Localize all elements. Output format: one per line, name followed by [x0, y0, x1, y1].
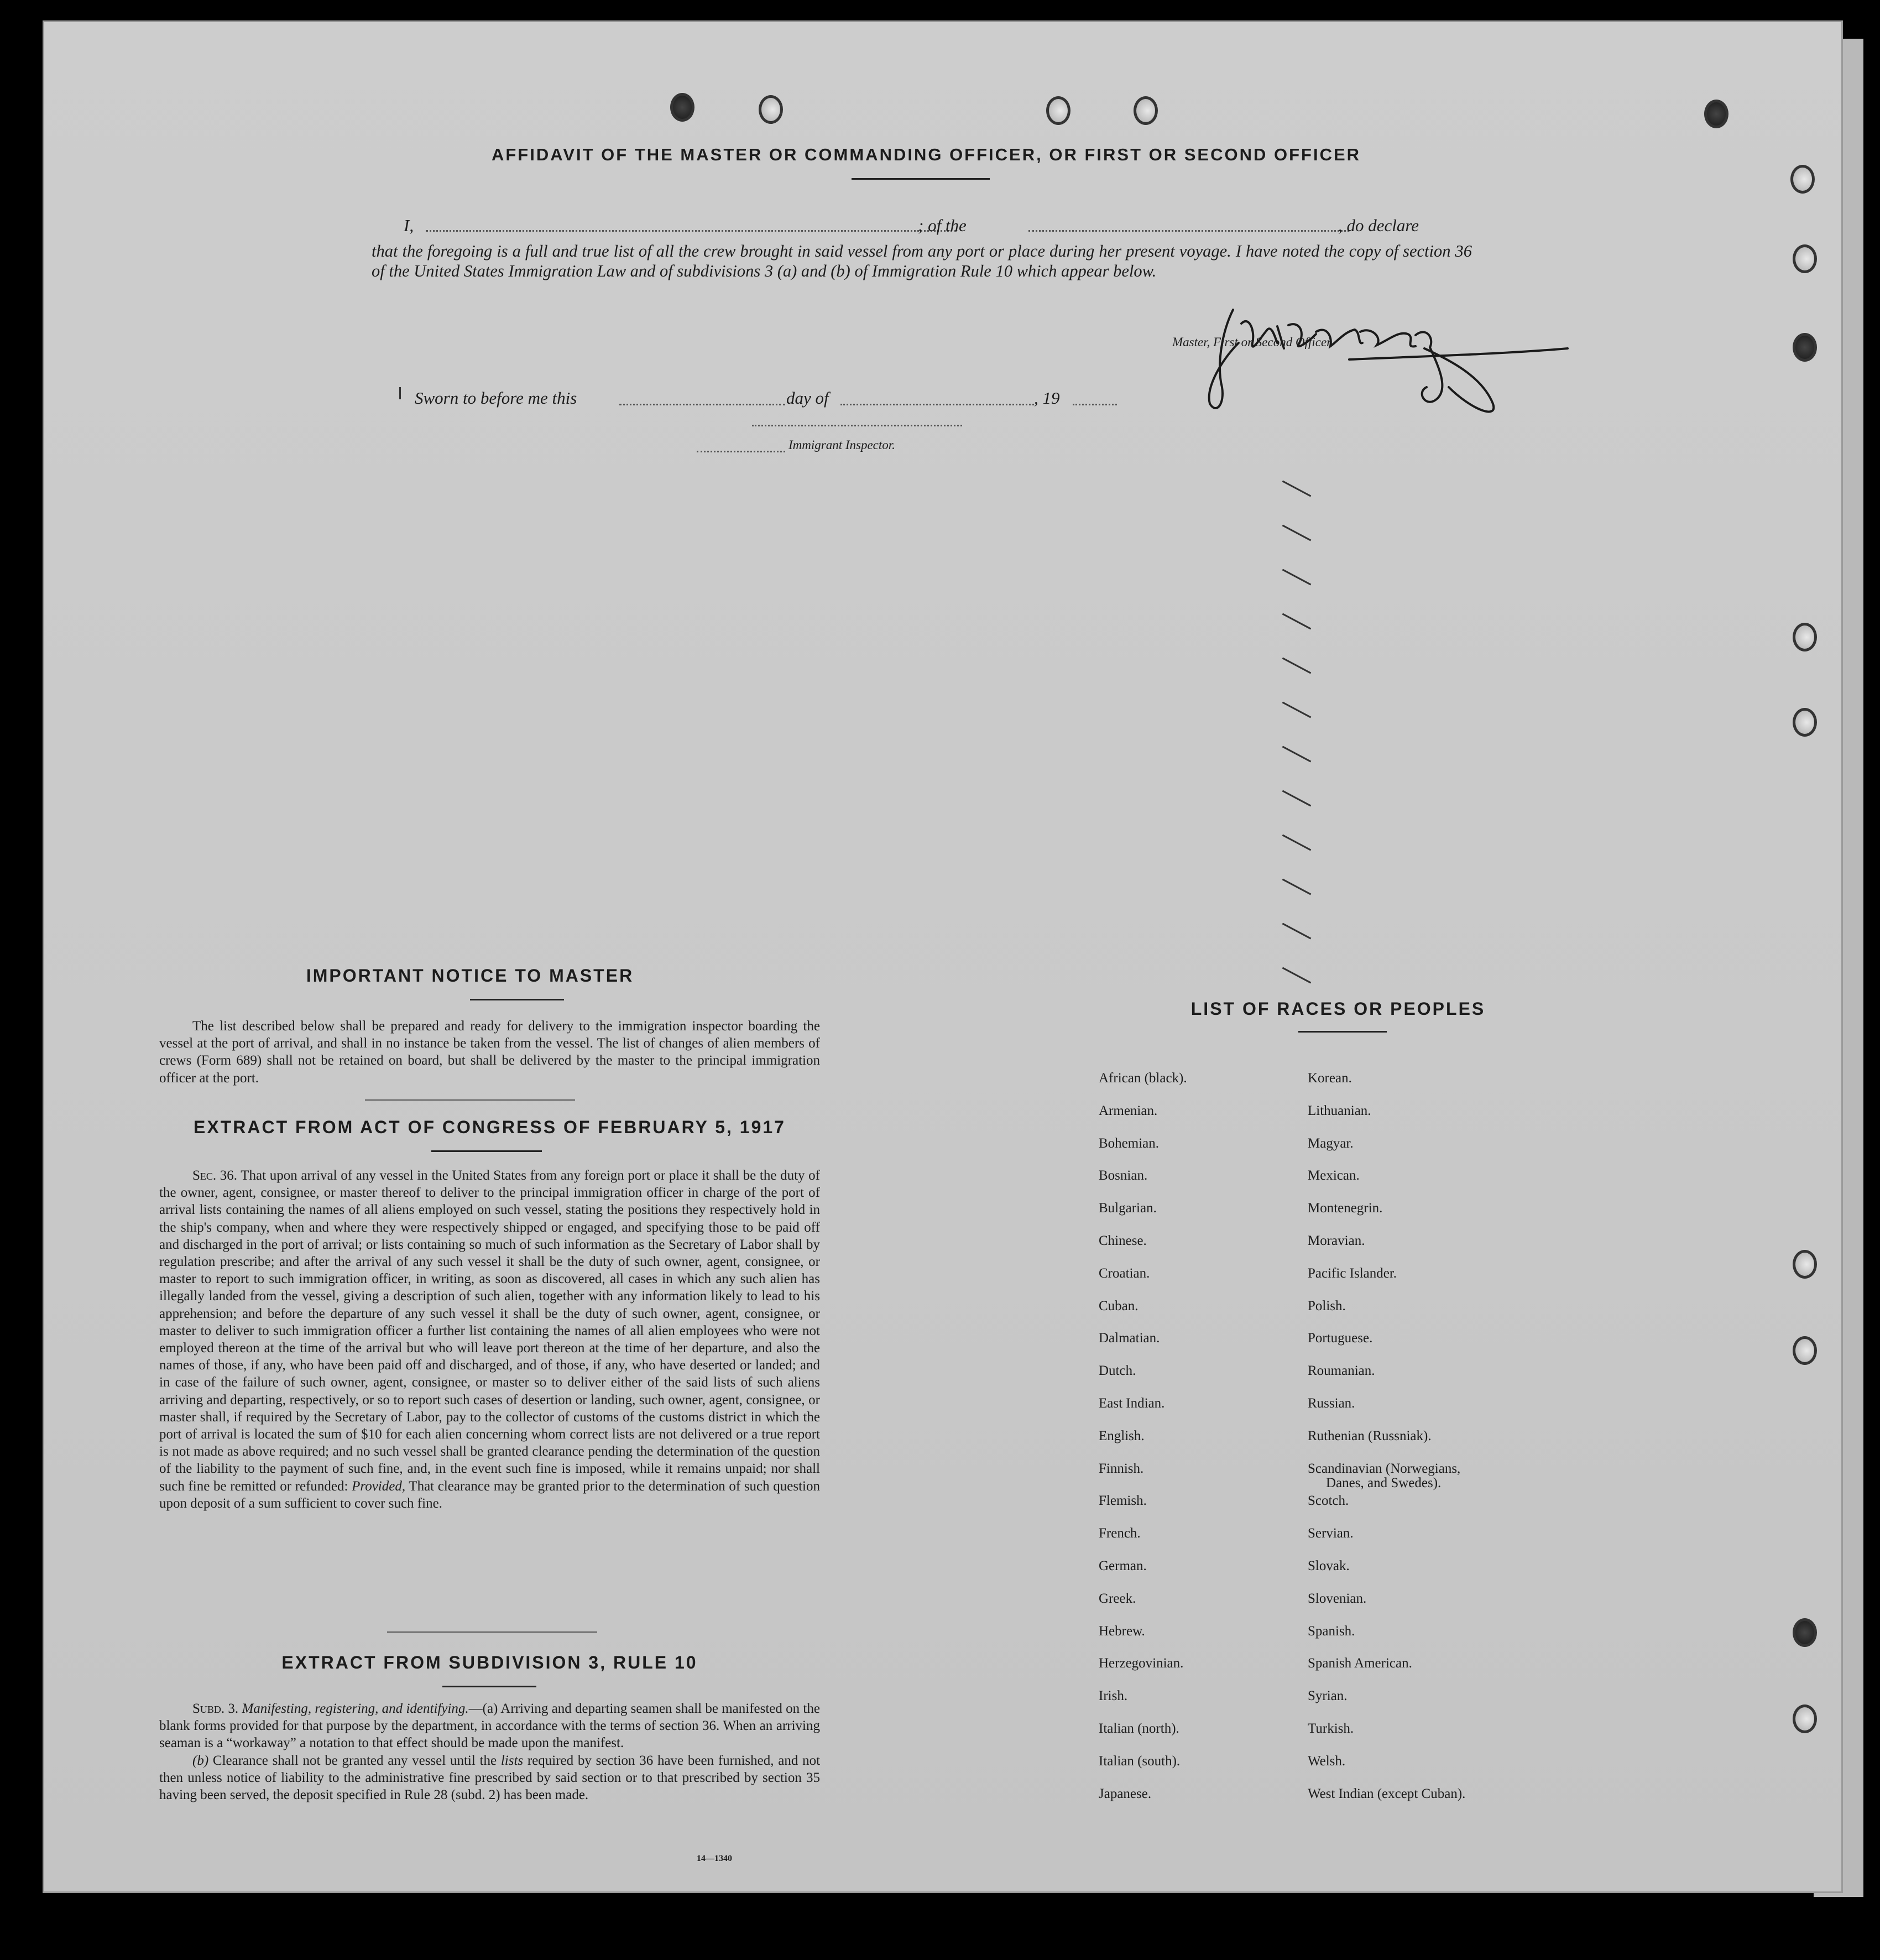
tick-mark [1282, 967, 1312, 984]
inspector-blank [697, 451, 785, 452]
punch-hole [1793, 333, 1817, 362]
race-item: Mexican. [1308, 1168, 1360, 1184]
tick-mark [1282, 613, 1312, 630]
race-item: Spanish. [1308, 1623, 1355, 1639]
race-item: Ruthenian (Russniak). [1308, 1428, 1432, 1443]
race-item: Portuguese. [1308, 1331, 1373, 1346]
document-page [44, 22, 1841, 1891]
punch-hole [1134, 96, 1158, 125]
punch-hole [1793, 623, 1817, 651]
race-item: Italian (south). [1099, 1753, 1181, 1769]
race-item: Dalmatian. [1099, 1331, 1160, 1346]
form-number: 14—1340 [697, 1854, 732, 1863]
vessel-blank [1028, 230, 1349, 232]
tick-mark [1282, 835, 1312, 851]
races-underline [1298, 1031, 1387, 1033]
rule-part-b-text-1: Clearance shall not be granted any vessel until the [212, 1753, 497, 1768]
act-text [159, 1167, 820, 1512]
act-underline [431, 1150, 542, 1152]
sworn-prefix: Sworn to before me this [415, 388, 577, 408]
race-item: Magyar. [1308, 1135, 1354, 1151]
races-title: LIST OF RACES OR PEOPLES [1190, 999, 1486, 1019]
affidavit-of-the: ; of the [918, 216, 967, 235]
race-item: German. [1099, 1558, 1147, 1573]
race-item: Korean. [1308, 1071, 1352, 1086]
punch-hole [1793, 1618, 1817, 1647]
year-blank [1073, 404, 1117, 405]
tick-mark [1282, 658, 1312, 674]
day-blank [619, 404, 785, 405]
act-title: EXTRACT FROM ACT OF CONGRESS OF FEBRUARY 5, 1917 [194, 1117, 786, 1137]
sworn-year: , 19 [1034, 388, 1060, 408]
tick-mark [1282, 879, 1312, 895]
rule-subd-label: Subd. 3. [192, 1701, 239, 1716]
punch-hole [1790, 165, 1815, 194]
inspector-caption: Immigrant Inspector. [788, 438, 895, 452]
punch-hole [759, 95, 783, 124]
race-item: Bulgarian. [1099, 1201, 1157, 1216]
race-item: English. [1099, 1428, 1145, 1443]
race-item: Flemish. [1099, 1493, 1147, 1509]
race-item: Russian. [1308, 1396, 1355, 1411]
race-item: East Indian. [1099, 1396, 1165, 1411]
race-item: Slovenian. [1308, 1591, 1367, 1606]
punch-hole [1793, 1250, 1817, 1279]
tick-mark [1282, 525, 1312, 541]
tick-mark [1282, 746, 1312, 763]
race-item: Syrian. [1308, 1688, 1348, 1704]
race-item: Chinese. [1099, 1233, 1147, 1248]
race-item: Greek. [1099, 1591, 1136, 1606]
notice-title: IMPORTANT NOTICE TO MASTER [306, 966, 634, 986]
punch-hole [1793, 1336, 1817, 1365]
race-item: Hebrew. [1099, 1623, 1145, 1639]
rule-part-a-label: —(a) [468, 1701, 498, 1716]
race-item: Slovak. [1308, 1558, 1350, 1573]
tick-mark [1282, 481, 1312, 497]
tick-mark [1282, 790, 1312, 807]
race-item: Japanese. [1099, 1786, 1152, 1801]
rule-part-b-lists: lists [500, 1753, 524, 1768]
notice-text: The list described below shall be prepared and ready for delivery to the immigration inspector boarding the vessel at the port of arrival, and shall in no instance be taken from the vessel. The list of changes of alien members of crews (Form 689) shall not be retained on board, but shall be delivered by the master to the principal immigration officer at the port. [159, 1019, 820, 1086]
race-item: Dutch. [1099, 1363, 1136, 1379]
rule-part-b-text-2: required by section 36 have been furnished, and not then unless notice of liability to the administrative fine prescribed by said section or to that prescribed by section 35 having been served, the deposit specified in Rule 28 (subd. 2) has been made. [159, 1753, 821, 1803]
race-item: Lithuanian. [1308, 1103, 1371, 1118]
race-item: Roumanian. [1308, 1363, 1375, 1379]
month-blank [840, 404, 1034, 405]
tick-mark [1282, 569, 1312, 586]
act-provided-label: Provided, [352, 1478, 406, 1494]
sworn-day-of: day of [786, 388, 829, 408]
affidavit-body: that the foregoing is a full and true list of all the crew brought in said vessel from any port or place during her present voyage. I have noted the copy of section 36 of the United States Immigration Law and of subdivisions 3 (a) and (b) of Immigration Rule 10 which appear below. [372, 242, 1472, 280]
punch-hole [670, 93, 694, 122]
punch-hole [1793, 708, 1817, 737]
race-item: Irish. [1099, 1688, 1128, 1704]
race-item: Finnish. [1099, 1461, 1144, 1476]
race-item: Bosnian. [1099, 1168, 1148, 1184]
race-item: Polish. [1308, 1298, 1346, 1313]
race-item: Scandinavian (Norwegians, [1308, 1461, 1461, 1476]
tick-mark [1282, 702, 1312, 718]
signature-caption: Master, First or Second Officer. [1172, 335, 1334, 349]
notice-underline [470, 999, 564, 1000]
race-item: Pacific Islander. [1308, 1265, 1397, 1281]
race-item: Servian. [1308, 1526, 1354, 1541]
inspector-signature-line [752, 425, 962, 426]
race-item: African (black). [1099, 1071, 1187, 1086]
rule-text [159, 1700, 820, 1803]
tick-mark [1282, 923, 1312, 940]
divider [387, 1631, 597, 1633]
rule-title: EXTRACT FROM SUBDIVISION 3, RULE 10 [281, 1653, 698, 1672]
affidavit-declare: , do declare [1338, 216, 1419, 235]
race-item: Moravian. [1308, 1233, 1365, 1248]
race-item: Italian (north). [1099, 1721, 1179, 1736]
rule-subd-heading: Manifesting, registering, and identifying. [242, 1701, 469, 1716]
title-underline [852, 178, 990, 180]
race-item: West Indian (except Cuban). [1308, 1786, 1466, 1801]
margin-mark [399, 387, 401, 399]
rule-part-b-label: (b) [192, 1753, 209, 1768]
punch-hole [1046, 96, 1070, 125]
act-body: That upon arrival of any vessel in the United States from any foreign port or place it shall be the duty of the owner, agent, consignee, or master thereof to deliver to the principal immigration officer in charge of the port of arrival lists containing the names of all aliens employed on such vessel, stating the positions they respectively hold in the ship's company, when and where they were respectively shipped or engaged, and specifying those to be paid off and discharged in the port of arrival; or lists containing so much of such information as the Secretary of Labor shall by regulation prescribe; and after the arrival of any such vessel it shall be the duty of such owner, agent, consignee, or master to report to such immigration officer, in writing, as soon as discovered, all cases in which any such alien has illegally landed from the vessel, giving a description of such alien, together with any information likely to lead to his apprehension; and before the departure of any such vessel it shall be the duty of such owner, agent, consignee, or master to deliver to such immigration officer a further list containing the names of all alien employees who were not employed thereon at the time of the arrival but who will leave port thereon at the time of her departure, and also the names of those, if any, who have been paid off and discharged, and of those, if any, who have deserted or landed; and in case of the failure of such owner, agent, consignee, or master so to deliver either of the said lists of such aliens arriving and departing, respectively, or so to report such cases of desertion or landing, such owner, agent, consignee, or master shall, if required by the Secretary of Labor, pay to the collector of customs of the customs district in which the port of arrival is located the sum of $10 for each alien concerning whom correct lists are not delivered or a true report is not made as above required; and no such vessel shall be granted clearance pending the determination of the question of the liability to the payment of such fine, and, in the event such fine is imposed, while it remains unpaid; nor shall such fine be remitted or refunded: [159, 1168, 820, 1494]
race-item: Croatian. [1099, 1265, 1150, 1281]
race-item: Welsh. [1308, 1753, 1346, 1769]
race-item: French. [1099, 1526, 1141, 1541]
punch-hole [1793, 1704, 1817, 1733]
punch-hole [1793, 244, 1817, 273]
race-item: Armenian. [1099, 1103, 1158, 1118]
act-section-label: Sec. 36. [192, 1168, 238, 1183]
race-item: Herzegovinian. [1099, 1656, 1184, 1671]
punch-hole [1704, 100, 1728, 128]
affidavit-title: AFFIDAVIT OF THE MASTER OR COMMANDING OFFICER, OR FIRST OR SECOND OFFICER [491, 145, 1361, 164]
race-item: Spanish American. [1308, 1656, 1412, 1671]
rule-part-a-text: Arriving and departing seamen shall be manifested on the blank forms provided for that purpose by the department, in accordance with the terms of section 36. When an arriving seaman is a “workaway” a notation to that effect should be made upon the manifest. [159, 1701, 820, 1751]
race-item: Cuban. [1099, 1298, 1139, 1313]
race-item: Turkish. [1308, 1721, 1354, 1736]
rule-underline [442, 1686, 536, 1687]
affidavit-i: I, [404, 216, 414, 235]
race-item: Montenegrin. [1308, 1201, 1383, 1216]
divider [365, 1099, 575, 1101]
act-provided-text: That clearance may be granted prior to the determination of such question upon deposit of a sum sufficient to cover such fine. [159, 1478, 821, 1511]
race-scandinavian-continued: Danes, and Swedes). [1326, 1475, 1442, 1490]
race-item: Scotch. [1308, 1493, 1349, 1509]
master-signature [1139, 277, 1570, 431]
race-item: Bohemian. [1099, 1135, 1160, 1151]
name-blank [426, 230, 957, 232]
